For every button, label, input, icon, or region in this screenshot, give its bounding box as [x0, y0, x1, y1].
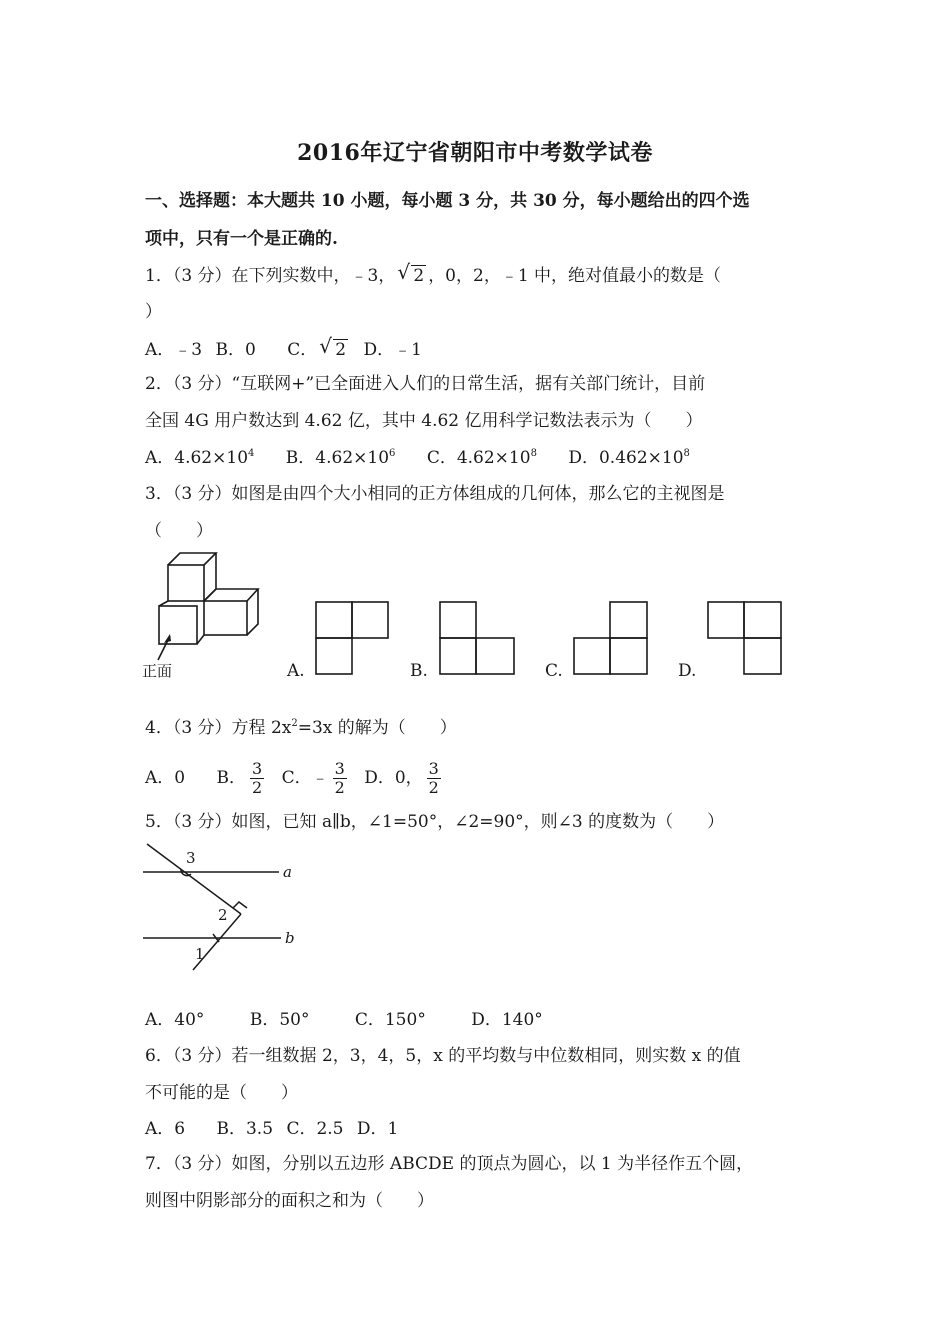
q6-option-c: C．2.5	[286, 1119, 344, 1139]
q3-option-a-label: A.	[287, 661, 305, 681]
q7-stem-line-1: 7．（3 分）如图，分别以五边形 ABCDE 的顶点为圆心，以 1 为半径作五个圆，	[145, 1154, 754, 1174]
q1-stem-part-b: ，0，2，﹣1 中，绝对值最小的数是（	[428, 266, 722, 286]
q4-option-b: B． $\frac{3}{2}$	[216, 759, 263, 797]
q6-option-d: D．1	[356, 1119, 399, 1139]
q1-option-c-label: C．	[287, 340, 318, 360]
q1-option-a: A．﹣3	[145, 340, 203, 360]
q3-stem-line-2: （ ）	[145, 521, 213, 541]
q4-options	[145, 760, 471, 797]
q1-option-c-sqrt: √ 2	[319, 334, 347, 360]
q5-line-b-label: b	[285, 929, 295, 947]
q5-angle-2-label: 2	[218, 906, 228, 924]
q3-stem-line-1: 3．（3 分）如图是由四个大小相同的正方体组成的几何体，那么它的主视图是	[145, 484, 725, 504]
q1-stem	[145, 260, 722, 288]
q5-line-a-label: a	[283, 863, 292, 881]
section-heading-line-2: 项中，只有一个是正确的.	[145, 229, 338, 249]
q5-option-b: B．50°	[249, 1010, 310, 1030]
q2-option-a: A．$4.62\times 10^4$	[145, 448, 255, 468]
q2-stem-line-2: 全国 4G 用户数达到 4.62 亿，其中 4.62 亿用科学记数法表示为（ ）	[145, 411, 703, 431]
q2-stem-line-1: 2．（3 分）“互联网+”已全面进入人们的日常生活，据有关部门统计，目前	[145, 374, 706, 394]
q3-option-b-label: B.	[410, 661, 428, 681]
q3-option-b-view	[440, 602, 516, 676]
q5-option-c: C．150°	[354, 1010, 426, 1030]
q3-option-c-view	[574, 602, 650, 676]
q1-option-c	[287, 334, 350, 362]
q3-option-c-label: C.	[545, 661, 563, 681]
q5-angle-1-label: 1	[195, 945, 205, 963]
page-title: 2016年辽宁省朝阳市中考数学试卷	[297, 140, 653, 166]
q4-option-c-fraction: $\frac{3}{2}$	[334, 759, 345, 797]
q4-stem	[145, 716, 457, 740]
q2-option-d: D．$0.462\times 10^8$	[568, 448, 690, 468]
q5-stem: 5．（3 分）如图，已知 a∥b，∠1=50°，∠2=90°，则∠3 的度数为（ ）	[145, 812, 725, 832]
q3-option-d-view	[708, 602, 784, 676]
q1-sqrt-expression: √ 2	[397, 260, 425, 286]
q5-option-a: A．40°	[145, 1010, 205, 1030]
q5-options	[145, 1008, 569, 1032]
q3-front-label: 正面	[142, 662, 173, 680]
q4-stem-part-b: =3x 的解为（ ）	[297, 718, 457, 738]
q3-option-a-view	[316, 602, 390, 676]
q1-options	[145, 334, 448, 362]
section-heading-line-1: 一、选择题：本大题共 10 小题，每小题 3 分，共 30 分，每小题给出的四个选	[145, 191, 750, 211]
q6-option-a: A．6	[145, 1119, 186, 1139]
q3-option-d-label: D.	[678, 661, 697, 681]
q4-option-c: C．﹣ $\frac{3}{2}$	[281, 759, 345, 797]
q6-stem-line-2: 不可能的是（ ）	[145, 1083, 298, 1103]
q1-option-d: D．﹣1	[363, 340, 422, 360]
q1-stem-part-a: 1．（3 分）在下列实数中，﹣3，	[145, 266, 396, 286]
q2-option-b: B．$4.62\times 10^6$	[285, 448, 396, 468]
q6-options	[145, 1117, 424, 1141]
q4-stem-part-a: 4．（3 分）方程 2x	[145, 718, 292, 738]
q6-option-b: B．3.5	[216, 1119, 274, 1139]
q3-cube-figure	[140, 548, 270, 683]
q1-stem-close: ）	[145, 302, 162, 322]
q2-options	[145, 446, 716, 470]
q4-option-d: D．0， $\frac{3}{2}$	[364, 759, 439, 797]
q2-option-c: C．$4.62\times 10^8$	[426, 448, 537, 468]
q4-option-b-fraction: $\frac{3}{2}$	[252, 759, 263, 797]
q5-angle-3-label: 3	[186, 849, 196, 867]
q1-option-b: B．0	[215, 340, 256, 360]
q4-option-a: A．0	[145, 768, 186, 788]
q1-sqrt-arg: 2	[413, 266, 425, 286]
q4-option-d-fraction: $\frac{3}{2}$	[428, 759, 439, 797]
q6-stem-line-1: 6．（3 分）若一组数据 2，3，4，5，x 的平均数与中位数相同，则实数 x 的值	[145, 1046, 741, 1066]
q5-option-d: D．140°	[471, 1010, 543, 1030]
q1-option-c-arg: 2	[335, 340, 347, 360]
q4-stem-exponent: 2	[291, 718, 298, 729]
q5-parallel-lines-figure	[143, 842, 303, 972]
q7-stem-line-2: 则图中阴影部分的面积之和为（ ）	[145, 1191, 434, 1211]
